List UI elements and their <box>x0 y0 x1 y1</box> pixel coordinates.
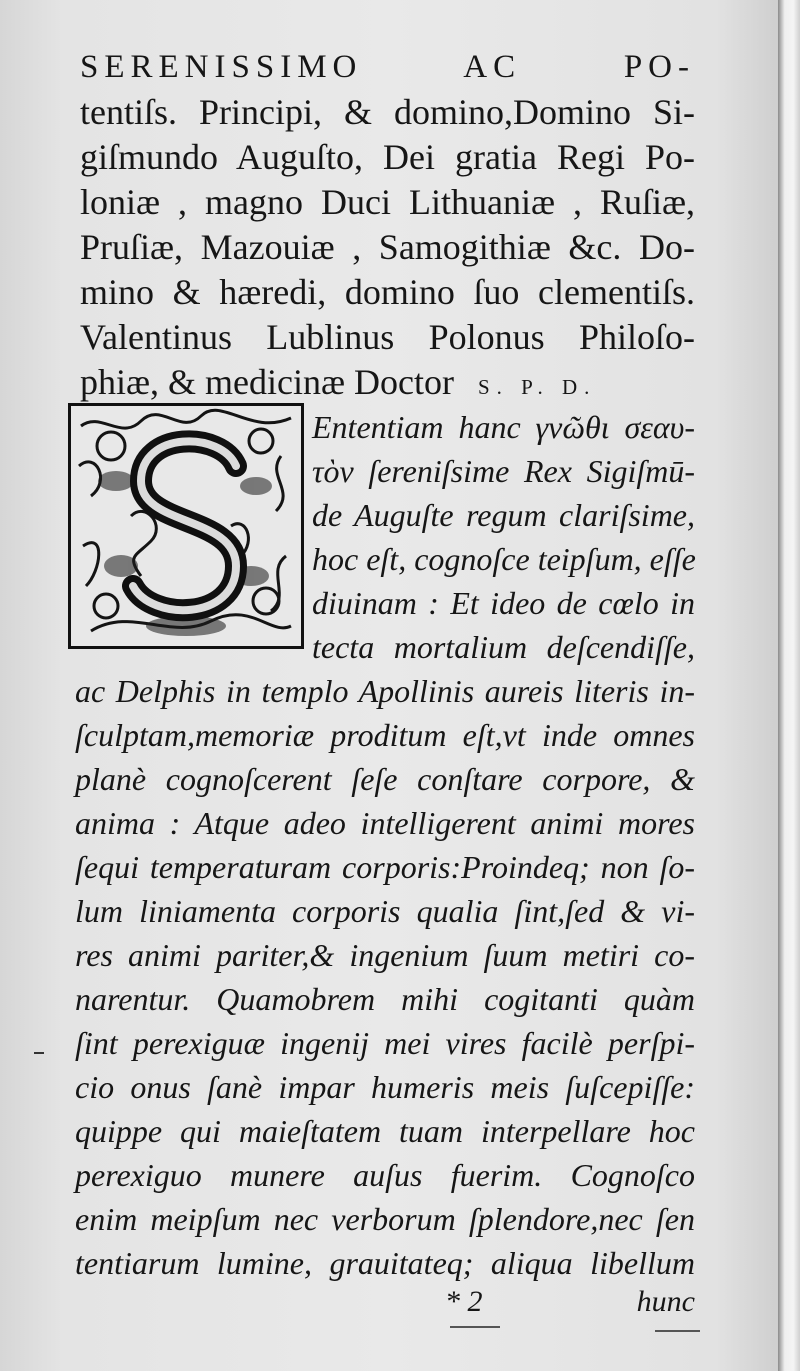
dedication-heading <box>80 45 695 405</box>
page-footer <box>430 1285 695 1325</box>
body-line: ſculptam,memoriæ proditum eſt,vt inde omnes <box>75 717 695 753</box>
footer-rule <box>450 1326 500 1328</box>
body-line: Ententiam hanc γνῶθι σεαυ- <box>312 409 695 445</box>
margin-mark <box>34 1052 44 1054</box>
heading-line: SERENISSIMO AC PO- <box>80 49 695 85</box>
heading-line: Pruſiæ, Mazouiæ , Samogithiæ &c. Do- <box>80 227 695 267</box>
body-line: res animi pariter,& ingenium ſuum metiri co- <box>75 937 695 973</box>
heading-line: mino & hæredi, domino ſuo clementiſs. <box>80 272 695 312</box>
body-line: hoc eſt, cognoſce teipſum, eſſe <box>312 541 696 577</box>
body-line: cio onus ſanè impar humeris meis ſuſcepiſſe: <box>75 1069 695 1105</box>
body-line: diuinam : Et ideo de cœlo in <box>312 585 695 621</box>
body-line: enim meipſum nec verborum ſplendore,nec ſen <box>75 1201 695 1237</box>
heading-last-line <box>80 360 695 405</box>
page-edge <box>778 0 800 1371</box>
heading-line: Valentinus Lublinus Polonus Philoſo- <box>80 317 695 357</box>
salutation-abbreviation: S. P. D. <box>477 375 597 399</box>
heading-line: loniæ , magno Duci Lithuaniæ , Ruſiæ, <box>80 182 695 222</box>
body-line: lum liniamenta corporis qualia ſint,ſed & vi- <box>75 893 695 929</box>
body-line: τὸν ſereniſsime Rex Sigiſmū- <box>312 453 695 489</box>
catchword: hunc <box>636 1285 695 1318</box>
footer-rule <box>655 1330 700 1332</box>
body-line: de Auguſte regum clariſsime, <box>312 497 695 533</box>
heading-line: tentiſs. Principi, & domino,Domino Si- <box>80 92 695 132</box>
body-line: tentiarum lumine, grauitateq; aliqua libellum <box>75 1245 695 1281</box>
body-line: anima : Atque adeo intelligerent animi mores <box>75 805 695 841</box>
decorated-initial-s-icon <box>68 403 304 649</box>
body-line: planè cognoſcerent ſeſe conſtare corpore, & <box>75 761 695 797</box>
body-line: quippe qui maieſtatem tuam interpellare hoc <box>75 1113 695 1149</box>
body-line: ſequi temperaturam corporis:Proindeq; non ſo- <box>75 849 695 885</box>
body-line: perexiguo munere auſus fuerim. Cognoſco <box>75 1157 695 1193</box>
heading-line: giſmundo Auguſto, Dei gratia Regi Po- <box>80 137 695 177</box>
body-line: tecta mortalium deſcendiſſe, <box>312 629 695 665</box>
body-line: narentur. Quamobrem mihi cogitanti quàm <box>75 981 695 1017</box>
heading-line: phiæ, & medicinæ Doctor <box>80 362 454 402</box>
body-line: ſint perexiguæ ingenij mei vires facilè perſpi- <box>75 1025 695 1061</box>
body-line: ac Delphis in templo Apollinis aureis literis in- <box>75 673 695 709</box>
signature-mark: * 2 <box>445 1285 483 1318</box>
